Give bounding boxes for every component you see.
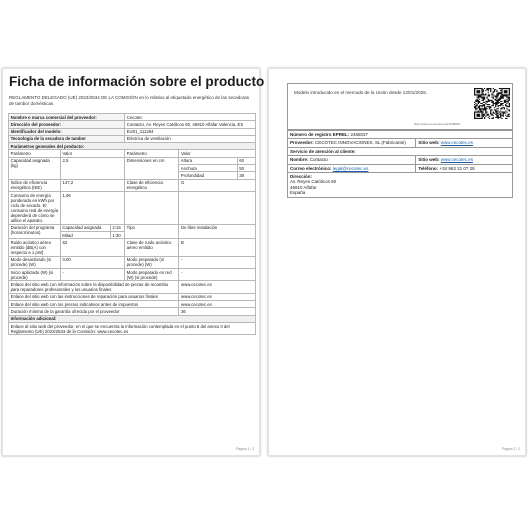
table-row xyxy=(288,164,513,172)
dimensions-label: Dimensiones en cm xyxy=(125,157,179,179)
table-row xyxy=(9,315,256,322)
address-cell xyxy=(288,173,513,198)
table-row xyxy=(9,191,256,224)
table-row xyxy=(9,157,256,179)
type-value: De libre instalación xyxy=(179,224,256,239)
tech-value: Eléctrica de ventilación xyxy=(125,135,256,142)
qr-finder-pattern xyxy=(475,89,482,95)
link-repair-label: Enlace del sitio web con las instrucciones de reparación para usuarios finales xyxy=(9,293,179,300)
table-row xyxy=(9,322,256,334)
col-header-param-1: Parámetro xyxy=(9,150,61,157)
table-row xyxy=(288,156,513,164)
address-line-2: 46910 Alfafar xyxy=(290,184,317,190)
col-header-value-2: Valor xyxy=(179,150,256,157)
network-standby-label: Modo preparado en red (W) (si procede) xyxy=(125,269,179,281)
document-page-1 xyxy=(2,68,265,456)
table-row xyxy=(9,281,256,293)
document-page-2 xyxy=(268,68,526,456)
model-id-label: Identificador del modelo: xyxy=(9,128,125,135)
market-info-box xyxy=(287,83,513,130)
page-number: Página 1 / 2 xyxy=(235,447,254,451)
off-mode-label: Modo desactivado (si procede) (W) xyxy=(9,256,61,268)
delay-start-value: - xyxy=(60,269,124,281)
table-row xyxy=(9,256,256,268)
eei-value: 147,2 xyxy=(60,179,124,191)
regulation-text: REGLAMENTO DELEGADO (UE) 2023/2534 DE LA COMISIÓN en lo relativo al etiquetado energético de las secadoras de tambor domésticas xyxy=(9,95,250,106)
table-row xyxy=(288,139,513,147)
off-mode-value: 0,00 xyxy=(60,256,124,268)
qr-code-icon[interactable] xyxy=(474,88,510,119)
capacity-assigned-value: 2:15 xyxy=(110,225,124,232)
warranty-value: 36 xyxy=(179,308,256,315)
phone-cell xyxy=(416,164,513,172)
extra-info-cell xyxy=(9,322,256,334)
web-link-2[interactable]: www.cecotec.es xyxy=(440,157,474,163)
eprel-value: 2456037 xyxy=(350,132,369,137)
eei-label: Índice de eficiencia energética (IEE) xyxy=(9,179,61,191)
duration-label: Duración del programa (horas:minutos) xyxy=(9,224,61,239)
qr-finder-pattern xyxy=(475,112,482,118)
energy-value: 1,06 xyxy=(60,191,124,224)
table-row xyxy=(9,114,256,121)
address-line-3: España xyxy=(290,190,306,196)
noise-class-value: B xyxy=(179,239,256,256)
energy-label: Consumo de energía ponderado en kWh por ciclo de secado. El consumo real de energía dependerá de cómo se utilice el aparato. xyxy=(9,191,61,224)
provider-cell xyxy=(288,139,416,147)
depth-label: Profundidad xyxy=(180,172,204,178)
table-row xyxy=(9,179,256,191)
link-repair-value[interactable]: www.cecotec.es xyxy=(179,293,256,300)
web-label-2: Sitio web: xyxy=(418,157,440,163)
service-label: Servicio de atención al cliente: xyxy=(288,147,513,155)
document-title: Ficha de información sobre el producto xyxy=(9,74,265,89)
capacity-assigned-label: Capacidad asignada xyxy=(61,225,111,232)
link-spare-parts-value[interactable]: www.cecotec.es xyxy=(179,281,256,293)
table-row xyxy=(9,135,256,142)
page-number: Página 2 / 2 xyxy=(501,447,520,451)
provider-label: Proveedor: xyxy=(290,140,314,146)
provider-value: CECOTEC INNOVACIONES, SL (Fabricante) xyxy=(315,140,406,146)
table-row xyxy=(9,301,256,308)
product-info-table xyxy=(8,113,256,335)
half-label: Mitad xyxy=(62,232,73,238)
table-row xyxy=(9,308,256,315)
standby-value: - xyxy=(179,256,256,268)
height-label: Altura xyxy=(179,158,237,165)
table-row xyxy=(288,131,513,139)
address-line-1: Av. Reyes Católicos 60 xyxy=(290,179,337,185)
duration-values xyxy=(60,224,124,239)
phone-label: Teléfono: xyxy=(418,165,439,171)
link-prices-label: Enlace del sitio web con los precios indicativos antes de impuestos xyxy=(9,301,179,308)
col-header-value-1: Valor xyxy=(60,150,124,157)
width-label: Anchura xyxy=(179,164,237,171)
table-row xyxy=(9,224,256,239)
extra-info-link[interactable]: www.cecotec.es xyxy=(97,328,129,334)
email-label: Correo electrónico: xyxy=(290,165,332,171)
supplier-address-label: Dirección del proveedor: xyxy=(9,121,125,128)
web-cell xyxy=(416,139,513,147)
link-spare-parts-label: Enlace del sitio web con información sobre la disponibilidad de piezas de recambio para reparadores profesionales y los usuarios finales xyxy=(9,281,179,293)
network-standby-value: - xyxy=(179,269,256,281)
eei-class-label: Clase de eficiencia energética xyxy=(125,179,179,191)
supplier-name-label: Nombre o marca comercial del proveedor: xyxy=(9,114,125,121)
supplier-name-value: Cecotec xyxy=(125,114,256,121)
col-header-param-2: Parámetro xyxy=(125,150,179,157)
extra-info-text: Enlace al sitio web del proveedor, en el que se encuentra la información contemplada en el punto 6 del anexo II del Reglamento (UE) 2023/2533 de la Comisión: xyxy=(10,323,230,334)
capacity-label: Capacidad asignada (kg) xyxy=(9,157,61,179)
table-row xyxy=(9,293,256,300)
noise-value: 62 xyxy=(60,239,124,256)
model-id-value: EU01_111284 xyxy=(125,128,256,135)
extra-info-label: Información adicional: xyxy=(9,315,256,322)
supplier-address-value: Contacto, Av. Reyes Católicos 60, 46910 Alfafar Valencia, ES xyxy=(125,121,256,128)
name-label: Nombre: xyxy=(290,157,309,163)
table-row xyxy=(9,128,256,135)
email-link[interactable]: legal@cecotec.es xyxy=(332,165,369,171)
link-prices-value[interactable]: www.cecotec.es xyxy=(179,301,256,308)
eei-class-value: G xyxy=(179,179,256,191)
width-value: 50 xyxy=(237,164,255,171)
noise-label: Ruido acústico aéreo emitido [dB(A) con respecto a 1 pW] xyxy=(9,239,61,256)
table-row xyxy=(9,269,256,281)
warranty-label: Duración mínima de la garantía ofrecida por el proveedor xyxy=(9,308,179,315)
capacity-value: 2,5 xyxy=(60,157,124,179)
table-row xyxy=(288,173,513,198)
delay-start-label: Inicio aplazado (W) (si procede) xyxy=(9,269,61,281)
empty-cell xyxy=(179,191,256,224)
eprel-cell xyxy=(288,131,513,139)
web-cell-2 xyxy=(416,156,513,164)
type-label: Tipo xyxy=(125,224,179,239)
phone-value: +34 963 21 07 28 xyxy=(439,165,475,171)
table-header-row xyxy=(9,150,256,157)
qr-caption: https://eprel.ec.europa.eu/qr/2456037 xyxy=(414,122,461,126)
empty-cell xyxy=(125,191,179,224)
noise-class-label: Clase de ruido acústico aéreo emitido xyxy=(125,239,179,256)
table-row xyxy=(9,121,256,128)
market-text: Modelo introducido en el mercado de la Unión desde 12/01/2026. xyxy=(294,90,428,95)
qr-finder-pattern xyxy=(502,89,509,95)
name-value: Contacto xyxy=(309,157,328,163)
half-value: 1:30 xyxy=(110,231,124,238)
height-value: 60 xyxy=(237,158,255,165)
depth-value: 38 xyxy=(237,172,255,179)
table-row xyxy=(288,147,513,155)
table-row xyxy=(9,143,256,150)
name-cell xyxy=(288,156,416,164)
supplier-contact-table xyxy=(287,130,513,198)
standby-label: Modo preparado (si procede) (W) xyxy=(125,256,179,268)
email-cell xyxy=(288,164,416,172)
tech-label: Tecnología de la secadora de tambor xyxy=(9,135,125,142)
address-label: Dirección: xyxy=(290,174,313,180)
web-link[interactable]: www.cecotec.es xyxy=(440,140,474,146)
table-row xyxy=(9,239,256,256)
dimensions-values xyxy=(179,157,256,179)
general-params-label: Parámetros generales del producto: xyxy=(9,143,256,150)
eprel-label: Número de registro EPREL: xyxy=(290,132,350,137)
web-label: Sitio web: xyxy=(418,140,440,146)
